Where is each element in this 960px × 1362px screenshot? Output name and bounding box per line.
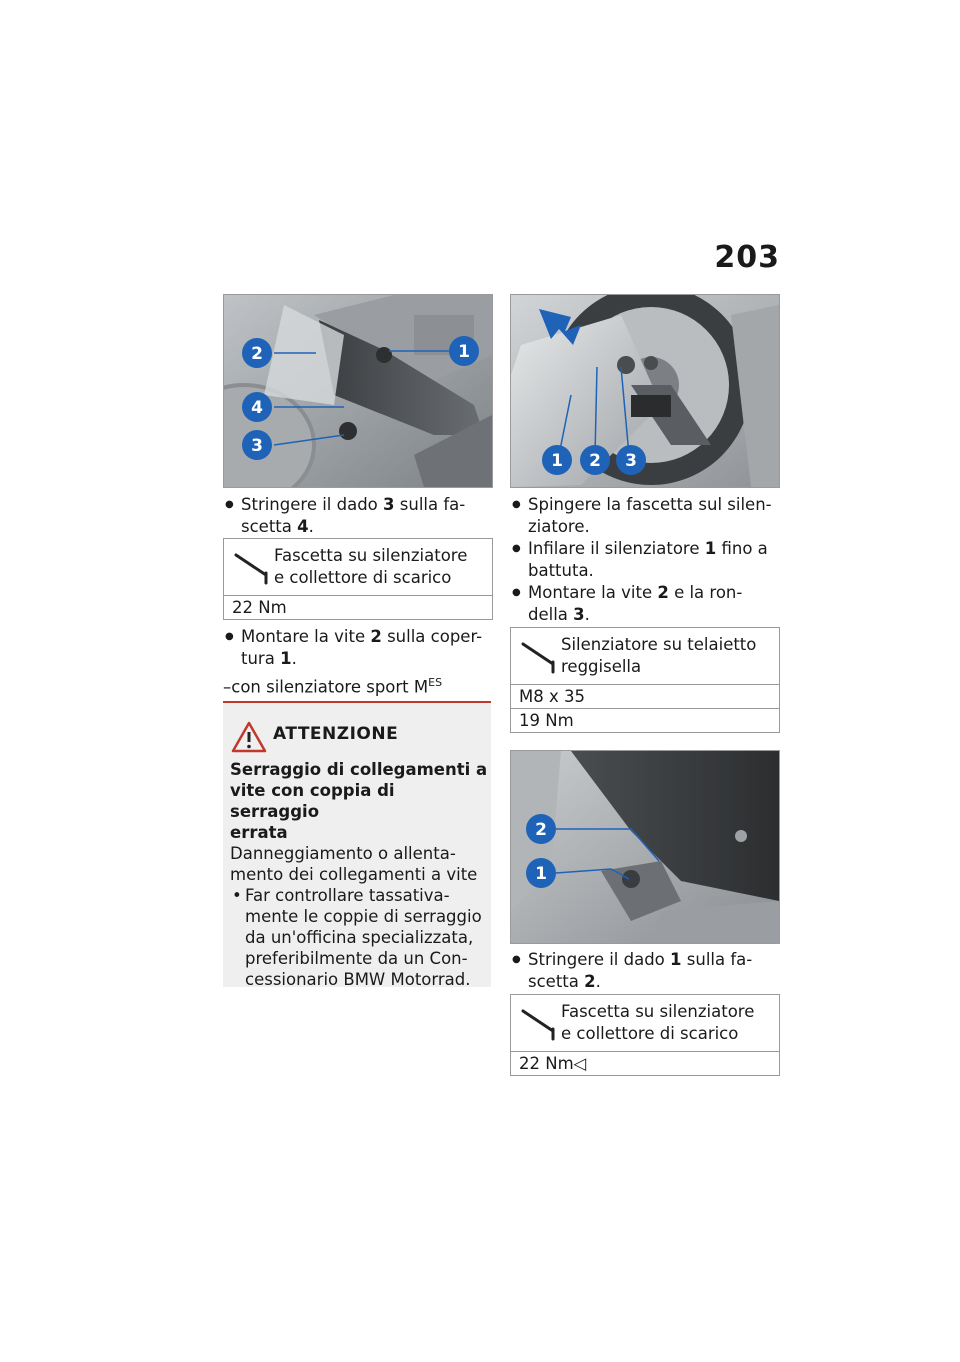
page-number: 203 <box>714 240 780 275</box>
torque-spec-clamp-2: Fascetta su silenziatore e collettore di scarico 22 Nm◁ <box>510 994 780 1076</box>
svg-text:1: 1 <box>535 864 547 884</box>
callout-1 <box>526 858 556 888</box>
callout-3 <box>616 445 646 475</box>
svg-text:3: 3 <box>251 436 263 456</box>
step-tighten-nut-clamp: ● Stringere il dado 1 sulla fa- scetta 2. <box>512 949 782 993</box>
warning-title: ATTENZIONE <box>273 724 399 744</box>
warning-triangle-icon <box>231 721 267 753</box>
warning-box: ATTENZIONE Serraggio di collegamenti a vite con coppia di serraggio errata Danneggiamento o allenta- mento dei collegamenti a vite • Far controllare tassativa- mente le coppie di serraggio da un'officina specializzata, preferibilmente da un Con- cessionario BMW Motorrad. <box>223 703 491 987</box>
torque-wrench-icon <box>232 551 272 585</box>
callout-2 <box>580 445 610 475</box>
callout-3 <box>242 430 272 460</box>
svg-text:1: 1 <box>551 451 563 471</box>
step-mount-screw-cover: ● Montare la vite 2 sulla coper- tura 1. <box>225 626 495 670</box>
torque-spec-clamp: Fascetta su silenziatore e collettore di scarico 22 Nm <box>223 538 493 620</box>
svg-text:1: 1 <box>458 342 470 362</box>
svg-text:4: 4 <box>251 398 263 418</box>
figure-silencer-mount <box>510 294 780 488</box>
svg-text:2: 2 <box>535 820 547 840</box>
callout-2 <box>242 338 272 368</box>
step-insert-silencer: ● Infilare il silenziatore 1 fino a battuta. <box>512 538 782 582</box>
step-push-clamp: ● Spingere la fascetta sul silen- ziatore. <box>512 494 782 538</box>
torque-spec-silencer-frame: Silenziatore su telaietto reggisella M8 x 35 19 Nm <box>510 627 780 733</box>
torque-value: 22 Nm <box>232 598 287 617</box>
torque-wrench-icon <box>519 1007 559 1041</box>
torque-value: 19 Nm <box>519 711 574 730</box>
step-mount-screw-washer: ● Montare la vite 2 e la ron- della 3. <box>512 582 782 626</box>
figure-exhaust-cover <box>223 294 493 488</box>
callout-1 <box>449 336 479 366</box>
svg-text:2: 2 <box>251 344 263 364</box>
bolt-size: M8 x 35 <box>511 685 779 709</box>
condition-sport-silencer: –con silenziatore sport $M^{ES}$ <box>223 676 443 697</box>
torque-wrench-icon <box>519 640 559 674</box>
figure-clamp-nut <box>510 750 780 944</box>
step-tighten-nut: ● Stringere il dado 3 sulla fa- scetta 4. <box>225 494 495 538</box>
svg-text:3: 3 <box>625 451 637 471</box>
svg-text:2: 2 <box>589 451 601 471</box>
callout-1 <box>542 445 572 475</box>
callout-2 <box>526 814 556 844</box>
callout-4 <box>242 392 272 422</box>
torque-value: 22 Nm◁ <box>519 1054 587 1073</box>
